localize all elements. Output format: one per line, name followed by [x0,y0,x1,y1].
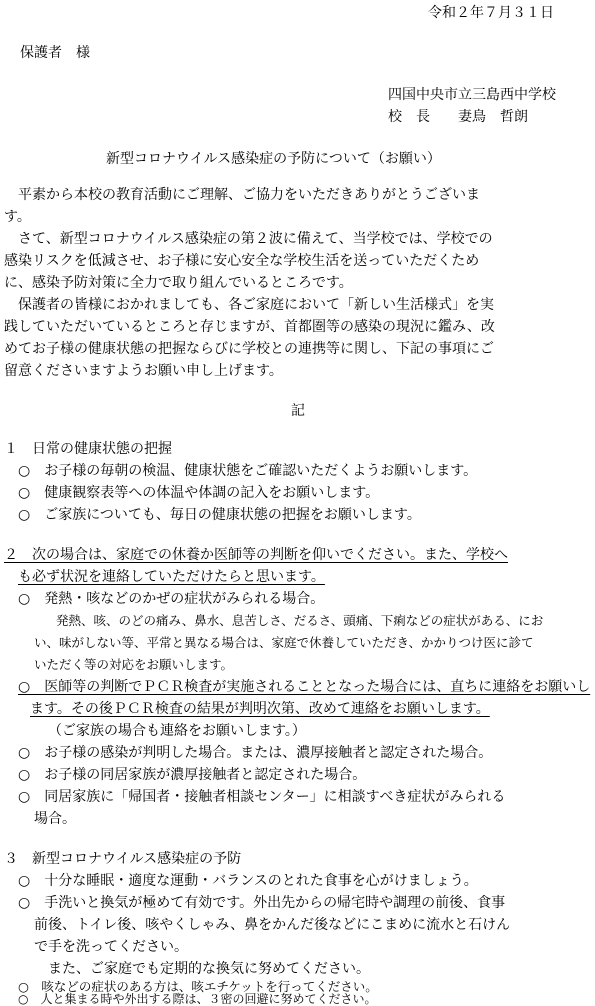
intro-line: さて、新型コロナウイルス感染症の第２波に備えて、当学校では、学校での [18,231,493,247]
section2-item1-detail: 発熱、咳、のどの痛み、鼻水、息苦しさ、だるさ、頭痛、下痢などの症状がある、にお [56,613,544,628]
section1-item: ○ ご家族についても、毎日の健康状態の把握をお願いします。 [18,507,421,523]
section2-item5: ○ 同居家族に「帰国者・接触者相談センター」に相談すべき症状がみられる [18,789,506,805]
section2-item2-cont: ます。その後ＰＣＲ検査の結果が判明次第、改めて連絡をお願いします。 [30,701,490,717]
section2-item2-note: （ご家族の場合も連絡をお願いします。） [48,723,306,739]
section3-item2-cont: また、ご家庭でも定期的な換気に努めてください。 [48,961,370,977]
intro-line: 保護者の皆様におかれましても、各ご家庭において「新しい生活様式」を実 [18,297,494,313]
section2-item1-detail: いただく等の対応をお願いします。 [34,657,234,672]
section2-item1-detail: い、味がしない等、平常と異なる場合は、家庭で休養していただき、かかりつけ医に診て [34,635,534,650]
section1-heading: １ 日常の健康状態の把握 [4,441,172,457]
section3-item2-cont: で手を洗ってください。 [34,939,188,955]
intro-line: 感染リスクを低減させ、お子様に安心安全な学校生活を送っていただくため [4,253,480,269]
document-title: 新型コロナウイルス感染症の予防について（お願い） [106,151,441,167]
school-name: 四国中央市立三島西中学校 [388,87,556,103]
principal-name: 校 長 妻鳥 哲朗 [388,109,528,125]
section1-item: ○ お子様の毎朝の検温、健康状態をご確認いただくようお願いします。 [18,463,478,479]
section2-heading-cont: も必ず状況を連絡していただけたらと思います。 [18,569,325,585]
intro-line: 留意くださいますようお願い申し上げます。 [4,363,283,379]
section3-item4: ○ 人と集まる時や外出する際は、３密の回避に努めてください。 [18,992,377,1006]
intro-line: 践していただいているところと存じますが、首都圏等の感染の現況に鑑み、改 [4,319,495,335]
section2-heading [4,544,508,566]
section3-item2: ○ 手洗いと換気が極めて有効です。外出先からの帰宅時や調理の前後、食事 [18,895,506,911]
section3-item1: ○ 十分な睡眠・適度な運動・バランスのとれた食事を心がけましょう。 [18,873,478,889]
ki-marker: 記 [291,403,305,419]
section3-item3: ○ 咳などの症状のある方は、咳エチケットを行ってください。 [18,979,378,994]
section1-item: ○ 健康観察表等への体温や体調の記入をお願いします。 [18,485,380,501]
section2-item3: ○ お子様の感染が判明した場合。または、濃厚接触者と認定された場合。 [18,745,493,761]
issue-date: 令和２年７月３１日 [428,5,554,21]
intro-line: に、感染予防対策に全力で取り組んでいるところです。 [4,275,353,291]
section3-heading: ３ 新型コロナウイルス感染症の予防 [4,851,242,867]
section3-item2-cont: 前後、トイレ後、咳やくしゃみ、鼻をかんだ後などにこまめに流水と石けん [34,917,511,933]
intro-line: めてお子様の健康状態の把握ならびに学校との連携等に関し、下記の事項にご [4,341,494,357]
intro-line: す。 [4,209,31,225]
section2-heading-text: ２ 次の場合は、家庭での休養か医師等の判断を仰いでください。また、学校へ [4,547,508,563]
intro-line: 平素から本校の教育活動にご理解、ご協力をいただきありがとうございま [18,187,480,203]
addressee: 保護者 様 [20,45,90,61]
section2-item4: ○ お子様の同居家族が濃厚接触者と認定された場合。 [18,767,367,783]
section2-item2: ○ 医師等の判断でＰＣＲ検査が実施されることとなった場合には、直ちに連絡をお願いし [18,679,591,695]
section2-item1: ○ 発熱・咳などのかぜの症状がみられる場合。 [18,591,325,607]
section2-item5-cont: 場合。 [34,811,76,827]
